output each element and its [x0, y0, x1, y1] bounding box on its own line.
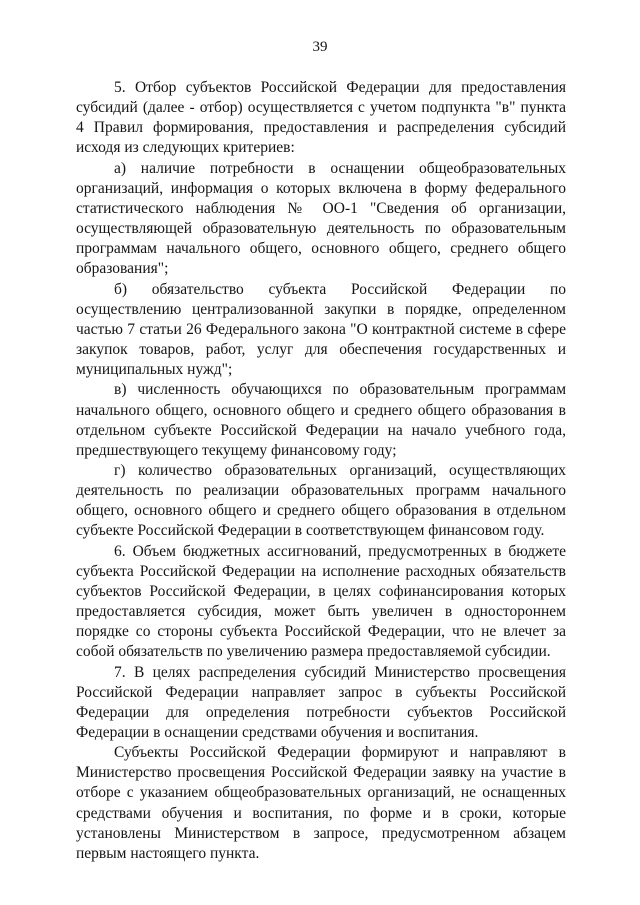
- paragraph-criterion-g: г) количество образовательных организаций, осуществляющих деятельность по реализации образовательных программ начального общего, основного общего и среднего общего образования в отдельном субъекте Российской Федерации в соответствующем финансовом году.: [76, 461, 566, 540]
- paragraph-5-selection-intro: 5. Отбор субъектов Российской Федерации для предоставления субсидий (далее - отбор) осуществляется с учетом подпункта "в" пункта 4 Правил формирования, предоставления и распределения субсидий исходя из следующих критериев:: [76, 79, 566, 157]
- paragraph-criterion-b: б) обязательство субъекта Российской Федерации по осуществлению централизованной закупки в порядке, определенном частью 7 статьи 26 Федерального закона "О контрактной системе в сфере закупок товаров, работ, услуг для обеспечения государственных и муниципальных нужд";: [76, 280, 566, 379]
- paragraph-7-distribution: 7. В целях распределения субсидий Министерство просвещения Российской Федерации направляет запрос в субъекты Российской Федерации для определения потребности субъектов Российской Федерации в оснащении средствами обучения и воспитания.: [76, 663, 566, 741]
- paragraph-6-budget: 6. Объем бюджетных ассигнований, предусмотренных в бюджете субъекта Российской Федерации на исполнение расходных обязательств субъектов Российской Федерации, в целях софинансирования которых предоставляется субсидия, может быть увеличен в одностороннем порядке со стороны субъекта Российской Федерации, что не влечет за собой обязательств по увеличению размера предоставляемой субсидии.: [76, 542, 566, 661]
- paragraph-criterion-v: в) численность обучающихся по образовательным программам начального общего, основного общего и среднего общего образования в отдельном субъекте Российской Федерации на начало учебного года, предшествующего текущему финансовому году;: [76, 381, 566, 459]
- paragraph-criterion-a: а) наличие потребности в оснащении общеобразовательных организаций, информация о которых включена в форму федерального статистического наблюдения № ОО-1 "Сведения об организации, осуществляющей образовательную деятельность по образовательным программам начального общего, основного общего, среднего общего образования";: [76, 159, 566, 278]
- page-number: 39: [312, 39, 328, 55]
- paragraph-7-applications: Субъекты Российской Федерации формируют и направляют в Министерство просвещения Российской Федерации заявку на участие в отборе с указанием общеобразовательных организаций, не оснащенных средствами обучения и воспитания, по форме и в сроки, которые установлены Министерством в запросе, предусмотренном абзацем первым настоящего пункта.: [76, 744, 566, 862]
- document-body: [76, 78, 566, 864]
